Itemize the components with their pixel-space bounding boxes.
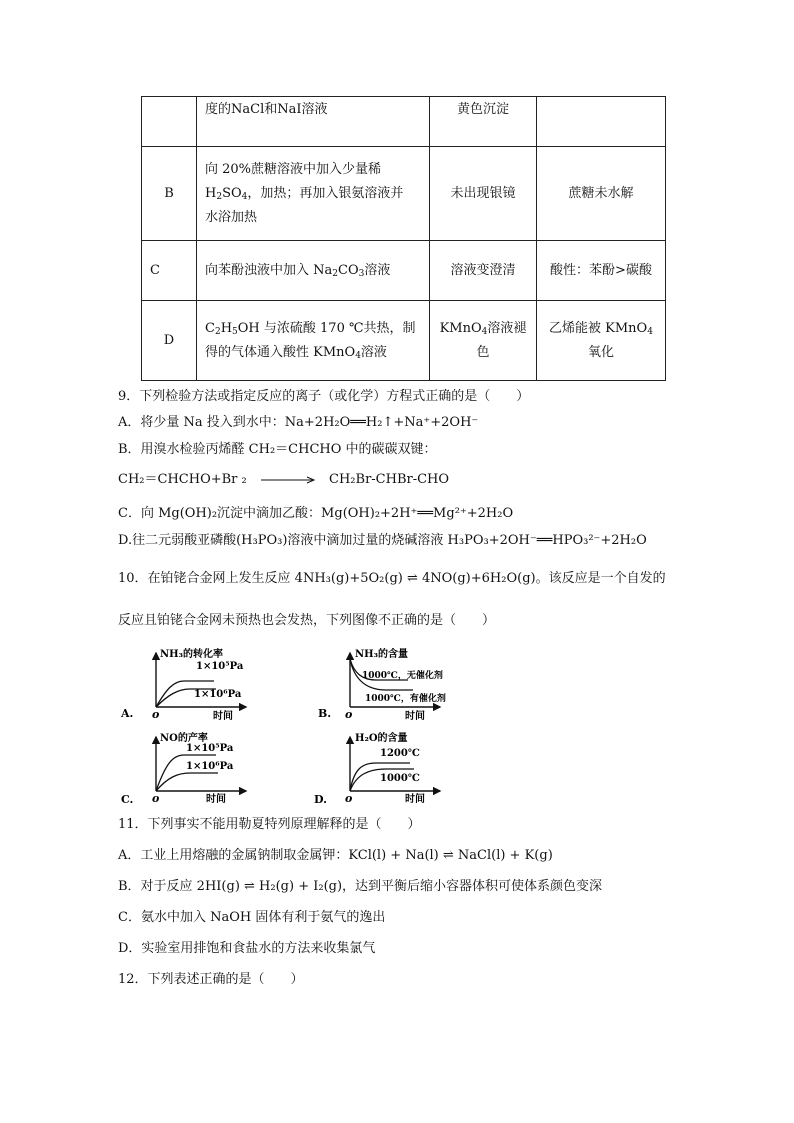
row-label — [142, 97, 197, 147]
q9-option-d: D.往二元弱酸亚磷酸(H₃PO₃)溶液中滴加过量的烧碱溶液 H₃PO₃+2OH⁻══HPO₃²⁻+2H₂O — [118, 533, 647, 548]
graph-c — [121, 731, 246, 806]
equation-left: CH₂＝CHCHO+Br ₂ — [118, 472, 247, 487]
q9-option-c: C．向 Mg(OH)₂沉淀中滴加乙酸：Mg(OH)₂+2H⁺══Mg²⁺+2H₂O — [118, 506, 514, 521]
row-label: D — [142, 301, 197, 381]
origin-label: o — [345, 708, 353, 721]
operation-line: $C_2H_5OH$ 与浓硫酸 170 ℃共热，制 — [205, 320, 416, 337]
phenomenon-cell: KMnO$_4$溶液褪 色 — [430, 301, 537, 381]
x-axis-label: 时间 — [405, 711, 425, 722]
phenomenon-cell: 溶液变澄清 — [430, 241, 537, 301]
conclusion-cell: 乙烯能被 KMnO$_4$ 氧化 — [537, 301, 666, 381]
table-row — [142, 147, 666, 241]
y-axis-label: NH₃的含量 — [355, 649, 408, 660]
q9-option-a: A．将少量 Na 投入到水中：Na+2H₂O══H₂↑+Na⁺+2OH⁻ — [118, 415, 479, 430]
q11-option-a: A．工业上用熔融的金属钠制取金属钾：KCl(l) + Na(l) ⇌ NaCl(l) + K(g) — [118, 848, 553, 863]
operation-cell: 向苯酚浊液中加入 $Na_2CO_3$溶液 — [197, 241, 430, 301]
conclusion-cell — [537, 97, 666, 147]
y-axis-label: NH₃的转化率 — [160, 649, 223, 660]
phenomenon-cell: 黄色沉淀 — [430, 97, 537, 147]
q10-graphs — [118, 645, 478, 815]
x-axis-label: 时间 — [405, 794, 425, 805]
operation-line: $H_2SO_4$，加热；再加入银氨溶液并 — [205, 185, 404, 202]
q11-option-d: D．实验室用排饱和食盐水的方法来收集氯气 — [118, 941, 376, 956]
q9-option-b: B．用溴水检验丙烯醛 CH₂＝CHCHO 中的碳碳双键： — [118, 442, 437, 457]
graph-label: D. — [314, 793, 327, 806]
q9-stem: 9．下列检验方法或指定反应的离子（或化学）方程式正确的是（ ） — [118, 389, 530, 404]
curve-label: 1200℃ — [380, 748, 420, 759]
row-label: B — [142, 147, 197, 241]
operation-cell: 度的NaCl和NaI溶液 — [197, 97, 430, 147]
operation-cell — [197, 301, 430, 381]
graph-d — [314, 731, 440, 806]
row-label: C — [142, 241, 197, 301]
origin-label: o — [152, 792, 160, 805]
x-axis-label: 时间 — [213, 711, 233, 722]
conclusion-cell: 酸性：苯酚>碳酸 — [537, 241, 666, 301]
x-axis-label: 时间 — [206, 794, 226, 805]
operation-cell — [197, 147, 430, 241]
operation-line: 得的气体通入酸性 KMnO$_4$溶液 — [205, 344, 387, 361]
q10-stem-line2: 反应且铂铑合金网未预热也会发热，下列图像不正确的是（ ） — [118, 613, 496, 628]
table-row — [142, 241, 666, 301]
curve-label: 1×10⁵Pa — [186, 743, 234, 754]
origin-label: o — [345, 792, 353, 805]
q12-stem: 12．下列表述正确的是（ ） — [118, 972, 304, 987]
curve-label: 1×10⁶Pa — [186, 761, 234, 772]
q11-option-c: C．氨水中加入 NaOH 固体有利于氨气的逸出 — [118, 910, 386, 925]
graph-a — [120, 647, 246, 722]
graph-label: A. — [121, 707, 134, 720]
conclusion-cell: 蔗糖未水解 — [537, 147, 666, 241]
graph-label: B. — [318, 707, 332, 720]
y-axis-label: NO的产率 — [160, 733, 208, 744]
q11-option-b: B．对于反应 2HI(g) ⇌ H₂(g) + I₂(g)，达到平衡后缩小容器体积可使体系颜色变深 — [118, 879, 603, 894]
graph-b — [318, 647, 446, 722]
curve-label: 1000℃ — [380, 773, 420, 784]
table-row — [142, 97, 666, 147]
reaction-arrow-icon — [261, 475, 317, 485]
equation-right: CH₂Br-CHBr-CHO — [329, 472, 450, 487]
curve-label: 1×10⁵Pa — [196, 661, 244, 672]
curve-label: 1000℃，有催化剂 — [365, 694, 446, 704]
experiment-table — [141, 96, 666, 381]
curve-label: 1×10⁶Pa — [194, 689, 242, 700]
q11-stem: 11．下列事实不能用勒夏特列原理解释的是（ ） — [118, 817, 421, 832]
operation-line: 水浴加热 — [205, 209, 258, 225]
q9-option-b-equation — [118, 471, 449, 489]
graph-label: C. — [121, 793, 134, 806]
table-row — [142, 301, 666, 381]
operation-line: 向 20%蔗糖溶液中加入少量稀 — [205, 161, 382, 177]
phenomenon-cell: 未出现银镜 — [430, 147, 537, 241]
curve-label: 1000℃，无催化剂 — [362, 671, 443, 681]
q10-stem-line1: 10．在铂铑合金网上发生反应 4NH₃(g)+5O₂(g) ⇌ 4NO(g)+6H₂O(g)。该反应是一个自发的 — [118, 571, 666, 586]
origin-label: o — [152, 708, 160, 721]
y-axis-label: H₂O的含量 — [355, 733, 408, 744]
